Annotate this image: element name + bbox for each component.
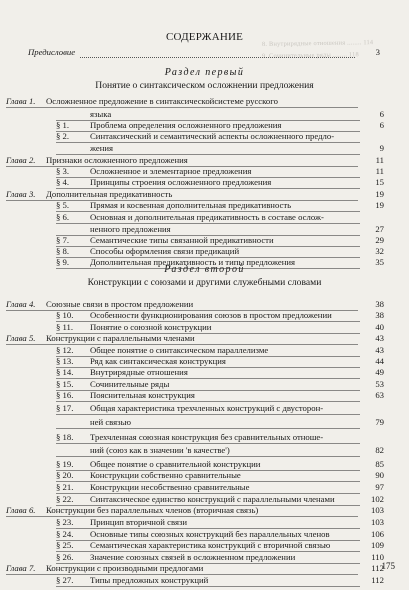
entry-page: 53 bbox=[375, 379, 384, 389]
toc-entry bbox=[56, 120, 384, 130]
entry-number: Глава 7. bbox=[6, 563, 36, 573]
entry-title: Прямая и косвенная дополнительная предикативность bbox=[90, 200, 292, 210]
entry-number: § 1. bbox=[56, 120, 70, 130]
entry-number: § 17. bbox=[56, 403, 74, 413]
entry-page: 110 bbox=[371, 552, 384, 562]
entry-page: 85 bbox=[375, 459, 384, 469]
entry-number: § 8. bbox=[56, 246, 70, 256]
toc-entry bbox=[56, 356, 384, 366]
toc-entry bbox=[56, 310, 384, 320]
entry-page: 112 bbox=[371, 575, 384, 585]
entry-number: § 27. bbox=[56, 575, 74, 585]
entry-page: 19 bbox=[375, 200, 384, 210]
entry-number: § 24. bbox=[56, 529, 74, 539]
entry-title: Общее понятие о синтаксическом параллелизме bbox=[90, 345, 269, 355]
entry-title: Признаки осложненного предложения bbox=[46, 155, 188, 165]
entry-title: Конструкции с производными предлогами bbox=[46, 563, 204, 573]
entry-number: § 6. bbox=[56, 212, 70, 222]
entry-underline bbox=[56, 586, 360, 587]
entry-title: Конструкции несобственно сравнительные bbox=[90, 482, 250, 492]
toc-entry bbox=[56, 367, 384, 377]
toc-chapter bbox=[6, 96, 384, 106]
toc-entry bbox=[56, 235, 384, 245]
entry-title: Ряд как синтаксическая конструкция bbox=[90, 356, 226, 366]
entry-page: 29 bbox=[375, 235, 384, 245]
entry-title: Конструкции без параллельных членов (вторичная связь) bbox=[46, 505, 259, 515]
entry-title: Общее понятие о сравнительной конструкции bbox=[90, 459, 261, 469]
entry-title: Дополнительная предикативность и типы предложения bbox=[90, 257, 296, 267]
entry-page: 97 bbox=[375, 482, 384, 492]
entry-page: 9 bbox=[379, 143, 384, 153]
toc-entry bbox=[56, 575, 384, 585]
entry-underline bbox=[56, 443, 360, 444]
entry-underline bbox=[56, 401, 360, 402]
entry-title: Осложненное предложение в синтаксическойсистеме русского bbox=[46, 96, 278, 106]
entry-title: Принципы строения осложненного предложения bbox=[90, 177, 272, 187]
entry-page: 15 bbox=[375, 177, 384, 187]
section-1-subtitle: Понятие о синтаксическом осложнении предложения bbox=[95, 80, 314, 91]
toc-entry bbox=[90, 445, 384, 455]
toc-entry bbox=[56, 540, 384, 550]
entry-title: Особенности функционирования союзов в простом предложении bbox=[90, 310, 332, 320]
entry-number: § 9. bbox=[56, 257, 70, 267]
toc-chapter bbox=[6, 563, 384, 573]
entry-number: § 23. bbox=[56, 517, 74, 527]
entry-title: ний (союз как в значении 'в качестве') bbox=[90, 445, 230, 455]
page-title: СОДЕРЖАНИЕ bbox=[165, 31, 244, 43]
toc-entry bbox=[90, 417, 384, 427]
entry-number: § 14. bbox=[56, 367, 74, 377]
entry-page: 11 bbox=[375, 166, 384, 176]
entry-number: § 5. bbox=[56, 200, 70, 210]
entry-page: 109 bbox=[370, 540, 384, 550]
toc-entry bbox=[56, 131, 384, 141]
entry-page: 63 bbox=[375, 390, 384, 400]
entry-underline bbox=[56, 268, 360, 269]
toc-entry bbox=[90, 143, 384, 153]
entry-page: 103 bbox=[370, 517, 384, 527]
toc-entry bbox=[90, 109, 384, 119]
entry-number: § 2. bbox=[56, 131, 70, 141]
entry-page: 43 bbox=[375, 333, 384, 343]
toc-entry bbox=[56, 459, 384, 469]
toc-entry bbox=[56, 345, 384, 355]
entry-title: Общая характеристика трехчленных конструкций с двусторон- bbox=[90, 403, 324, 413]
entry-title: Пояснительная конструкция bbox=[90, 390, 195, 400]
entry-number: § 21. bbox=[56, 482, 74, 492]
entry-number: Глава 2. bbox=[6, 155, 36, 165]
entry-number: § 3. bbox=[56, 166, 70, 176]
toc-entry bbox=[56, 246, 384, 256]
entry-page: 27 bbox=[375, 224, 384, 234]
leader-dots bbox=[80, 57, 355, 58]
entry-number: § 11. bbox=[56, 322, 74, 332]
toc-chapter bbox=[6, 333, 384, 343]
toc-chapter bbox=[6, 299, 384, 309]
entry-page: 38 bbox=[375, 310, 384, 320]
bleed-through-text: 8. Внутрирядные отношения ........ 114 bbox=[261, 39, 374, 48]
toc-entry bbox=[56, 322, 384, 332]
toc-chapter bbox=[6, 155, 384, 165]
entry-title: Осложненное и элементарное предложения bbox=[90, 166, 252, 176]
toc-entry bbox=[56, 494, 384, 504]
entry-title: Дополнительная предикативность bbox=[46, 189, 173, 199]
entry-number: § 19. bbox=[56, 459, 74, 469]
entry-number: § 7. bbox=[56, 235, 70, 245]
entry-page: 38 bbox=[375, 299, 384, 309]
toc-entry bbox=[56, 177, 384, 187]
entry-underline bbox=[56, 456, 360, 457]
entry-title: ней связью bbox=[90, 417, 132, 427]
entry-number: § 22. bbox=[56, 494, 74, 504]
entry-number: Глава 5. bbox=[6, 333, 36, 343]
entry-title: Конструкции собственно сравнительные bbox=[90, 470, 241, 480]
entry-title: языка bbox=[90, 109, 112, 119]
toc-entry bbox=[56, 482, 384, 492]
section-2-title: Раздел второй bbox=[164, 264, 245, 275]
entry-page: 49 bbox=[375, 367, 384, 377]
entry-number: § 4. bbox=[56, 177, 70, 187]
entry-title: Основные типы союзных конструкций без параллельных членов bbox=[90, 529, 330, 539]
entry-title: Способы оформления связи предикаций bbox=[90, 246, 240, 256]
page-number: 175 bbox=[381, 561, 395, 571]
toc-entry bbox=[56, 200, 384, 210]
entry-page: 44 bbox=[375, 356, 384, 366]
entry-number: Глава 1. bbox=[6, 96, 36, 106]
toc-entry bbox=[56, 517, 384, 527]
entry-page: 106 bbox=[370, 529, 384, 539]
entry-page: 79 bbox=[375, 417, 384, 427]
entry-title: Сочинительные ряды bbox=[90, 379, 170, 389]
entry-title: Основная и дополнительная предикативность в составе ослож- bbox=[90, 212, 324, 222]
entry-page: 102 bbox=[370, 494, 384, 504]
entry-title: ненного предложения bbox=[90, 224, 171, 234]
entry-page: 82 bbox=[375, 445, 384, 455]
entry-number: § 25. bbox=[56, 540, 74, 550]
toc-entry bbox=[56, 379, 384, 389]
toc-chapter bbox=[6, 189, 384, 199]
preface-page: 3 bbox=[375, 47, 380, 57]
entry-number: § 13. bbox=[56, 356, 74, 366]
toc-preface bbox=[28, 47, 380, 57]
entry-number: § 18. bbox=[56, 432, 74, 442]
toc-chapter bbox=[6, 505, 384, 515]
entry-page: 103 bbox=[370, 505, 384, 515]
entry-page: 43 bbox=[375, 345, 384, 355]
entry-title: жения bbox=[90, 143, 114, 153]
entry-title: Конструкции с параллельными членами bbox=[46, 333, 195, 343]
entry-number: § 15. bbox=[56, 379, 74, 389]
entry-page: 35 bbox=[375, 257, 384, 267]
entry-page: 6 bbox=[379, 120, 384, 130]
entry-underline bbox=[6, 107, 358, 108]
entry-title: Типы предложных конструкций bbox=[90, 575, 209, 585]
toc-entry bbox=[56, 257, 384, 267]
toc-entry bbox=[90, 224, 384, 234]
entry-title: Синтаксическое единство конструкций с параллельными членами bbox=[90, 494, 335, 504]
entry-page: 11 bbox=[375, 155, 384, 165]
entry-page: 90 bbox=[375, 470, 384, 480]
preface-label: Предисловие bbox=[28, 47, 76, 57]
toc-entry bbox=[56, 529, 384, 539]
entry-page: 32 bbox=[375, 246, 384, 256]
entry-number: § 20. bbox=[56, 470, 74, 480]
entry-title: Понятие о союзной конструкции bbox=[90, 322, 212, 332]
entry-number: § 16. bbox=[56, 390, 74, 400]
entry-number: § 12. bbox=[56, 345, 74, 355]
section-2-subtitle: Конструкции с союзами и другими служебными словами bbox=[87, 277, 322, 288]
entry-number: § 10. bbox=[56, 310, 74, 320]
bleed-through-text: 9. Сочинительные ряды ........ 118 bbox=[261, 51, 359, 60]
entry-underline bbox=[56, 414, 360, 415]
entry-title: Внутрирядные отношения bbox=[90, 367, 188, 377]
entry-title: Значение союзных связей в осложненном предложении bbox=[90, 552, 296, 562]
entry-page: 40 bbox=[375, 322, 384, 332]
toc-entry bbox=[56, 212, 384, 222]
entry-underline bbox=[56, 428, 360, 429]
entry-title: Семантическая характеристика конструкций с вторичной связью bbox=[90, 540, 331, 550]
entry-number: § 26. bbox=[56, 552, 74, 562]
entry-title: Принцип вторичной связи bbox=[90, 517, 188, 527]
toc-entry bbox=[56, 166, 384, 176]
entry-title: Семантические типы связанной предикативности bbox=[90, 235, 274, 245]
entry-title: Синтаксический и семантический аспекты осложненного предло- bbox=[90, 131, 335, 141]
entry-page: 19 bbox=[375, 189, 384, 199]
toc-entry bbox=[56, 390, 384, 400]
toc-entry bbox=[56, 432, 384, 442]
entry-number: Глава 6. bbox=[6, 505, 36, 515]
entry-title: Союзные связи в простом предложении bbox=[46, 299, 194, 309]
entry-title: Трехчленная союзная конструкция без сравнительных отноше- bbox=[90, 432, 324, 442]
toc-entry bbox=[56, 470, 384, 480]
entry-page: 6 bbox=[379, 109, 384, 119]
section-1-title: Раздел первый bbox=[164, 67, 245, 78]
entry-number: Глава 3. bbox=[6, 189, 36, 199]
entry-title: Проблема определения осложненного предложения bbox=[90, 120, 282, 130]
entry-page: 112 bbox=[371, 563, 384, 573]
entry-number: Глава 4. bbox=[6, 299, 36, 309]
toc-entry bbox=[56, 403, 384, 413]
toc-entry bbox=[56, 552, 384, 562]
